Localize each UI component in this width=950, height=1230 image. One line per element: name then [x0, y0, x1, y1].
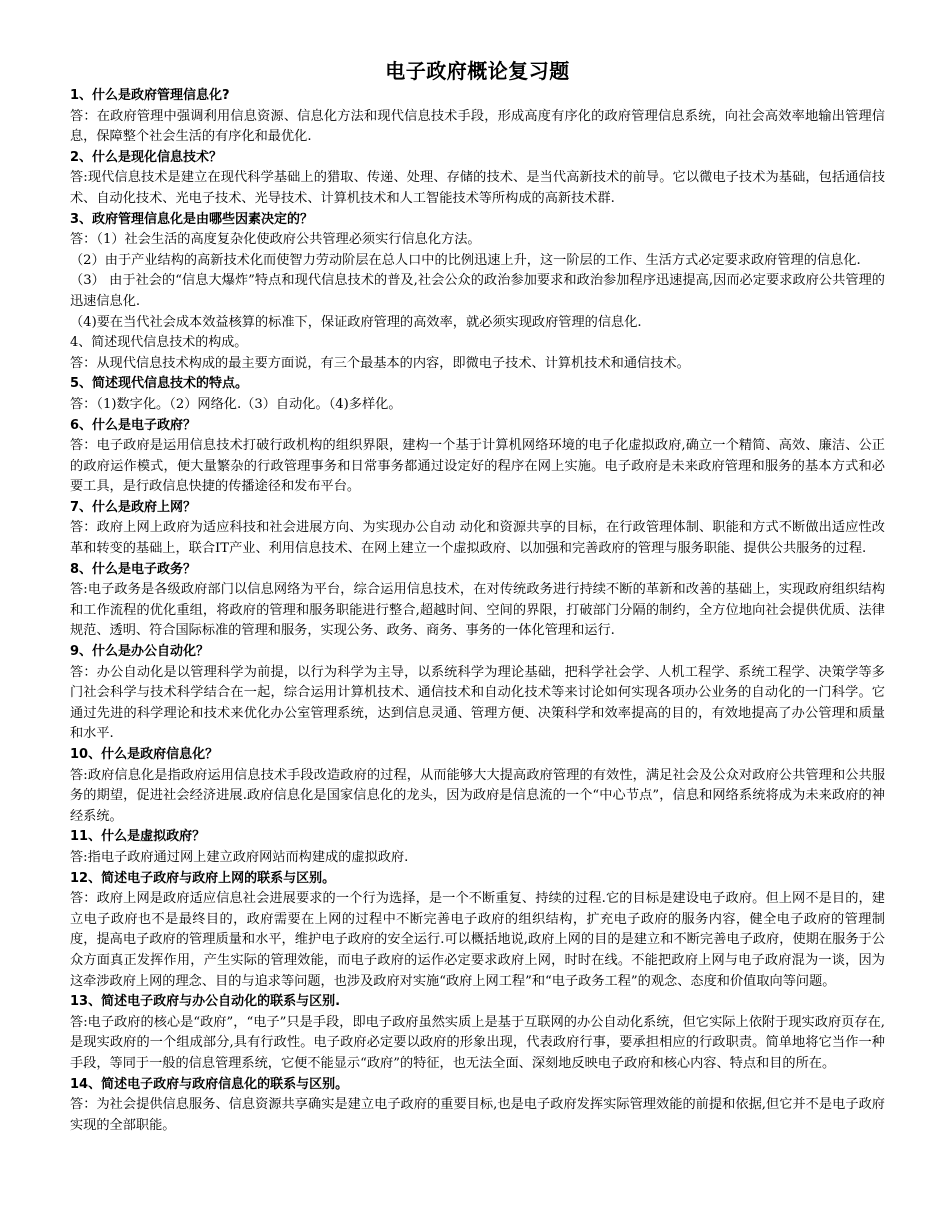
qa-item — [70, 416, 885, 498]
question-heading: 6、什么是电子政府？ — [70, 417, 197, 433]
answer-text — [70, 518, 885, 559]
answer-paragraph: （4)要在当代社会成本效益核算的标准下，保证政府管理的高效率，就必须实现政府管理的信息化. — [70, 314, 642, 330]
qa-item — [70, 374, 885, 415]
question-heading: 3、政府管理信息化是由哪些因素决定的？ — [70, 211, 314, 227]
qa-item — [70, 86, 885, 148]
question-heading: 1、什么是政府管理信息化? — [70, 88, 230, 103]
answer-paragraph: 答：政府上网上政府为适应科技和社会进展方向、为实现办公自动 动化和资源共享的目标，在行政管理体制、职能和方式不断做出适应性改革和转变的基础上，联合IT产业、利用信息技术、在网上建立一个虚拟政府、以加强和完善政府的管理与服务职能、提供公共服务的过程. — [70, 520, 885, 557]
answer-paragraph: 答:电子政务是各级政府部门以信息网络为平台，综合运用信息技术，在对传统政务进行持续不断的革新和改善的基础上，实现政府组织结构和工作流程的优化重组，将政府的管理和服务职能进行整合,超越时间、空间的界限，打破部门分隔的制约，全方位地向社会提供优质、法律规范、透明、符合国际标准的管理和服务，实现公务、政务、商务、事务的一体化管理和运行. — [70, 582, 885, 639]
answer-text — [70, 580, 885, 642]
qa-item — [70, 560, 885, 642]
question-heading: 5、简述现代信息技术的特点。 — [70, 376, 249, 392]
answer-paragraph: 答：政府上网是政府适应信息社会进展要求的一个行为选择，是一个不断重复、持续的过程.它的目标是建设电子政府。但上网不是目的，建立电子政府也不是最终目的，政府需要在上网的过程中不断完善电子政府的组织结构，扩充电子政府的服务内容，健全电子政府的管理制度，提高电子政府的管理质量和水平，维护电子政府的安全运行.可以概括地说,政府上网的目的是建立和不断完善电子政府，使期在服务于公众方面真正发挥作用，产生实际的管理效能，而电子政府的运作必定要求政府上网，时时在线。不能把政府上网与电子政府混为一谈，因为这牵涉政府上网的理念、目的与追求等问题，也涉及政府对实施“政府上网工程”和“电子政务工程”的观念、态度和价值取向等问题。 — [70, 891, 885, 989]
question-heading: 10、什么是政府信息化？ — [70, 747, 219, 762]
answer-text — [70, 395, 885, 416]
answer-paragraph: 答：（1)数字化。（2）网络化.（3）自动化。（4)多样化。 — [70, 396, 402, 412]
answer-paragraph: 答：在政府管理中强调利用信息资源、信息化方法和现代信息技术手段，形成高度有序化的政府管理信息系统，向社会高效率地输出管理信息，保障整个社会生活的有序化和最优化. — [70, 108, 885, 145]
qa-list — [70, 86, 885, 1136]
answer-paragraph: 答:电子政府的核心是“政府”，“电子”只是手段，即电子政府虽然实质上是基于互联网的办公自动化系统，但它实际上依附于现实政府页存在,是现实政府的一个组成部分,具有行政性。电子政府必定要以政府的形象出现，代表政府行事，要承担相应的行政职责。简单地将它当作一种手段，等同于一般的信息管理系统，它便不能显示“政府”的特征，也无法全面、深刻地反映电子政府和核心内容、特点和目的所在。 — [70, 1014, 885, 1071]
answer-paragraph: 答：办公自动化是以管理科学为前提，以行为科学为主导，以系统科学为理论基础，把科学社会学、人机工程学、系统工程学、决策学等多门社会科学与技术科学结合在一起，综合运用计算机技术、通信技术和自动化技术等来讨论如何实现各项办公业务的自动化的一门科学。它通过先进的科学理论和技术来优化办公室管理系统，达到信息灵通、管理方便、决策科学和效率提高的目的，有效地提高了办公管理和质量和水平. — [70, 664, 885, 742]
answer-text — [70, 848, 885, 869]
answer-paragraph: 答：为社会提供信息服务、信息资源共享确实是建立电子政府的重要目标,也是电子政府发挥实际管理效能的前提和依据,但它并不是电子政府实现的全部职能。 — [70, 1097, 885, 1133]
qa-item — [70, 827, 885, 868]
answer-text — [70, 889, 885, 992]
answer-paragraph: （3） 由于社会的“信息大爆炸”特点和现代信息技术的普及,社会公众的政治参加要求和政治参加程序迅速提高,因而必定要求政府公共管理的迅速信息化. — [70, 273, 885, 309]
qa-item — [70, 148, 885, 210]
qa-item — [70, 745, 885, 827]
qa-item — [70, 333, 885, 374]
answer-text — [70, 663, 885, 745]
answer-text — [70, 1095, 885, 1136]
answer-paragraph: 答:现代信息技术是建立在现代科学基础上的猎取、传递、处理、存储的技术、是当代高新技术的前导。它以微电子技术为基础，包括通信技术、自动化技术、光电子技术、光导技术、计算机技术和人工智能技术等所构成的高新技术群. — [70, 170, 885, 206]
qa-item — [70, 1075, 885, 1137]
document-page — [70, 58, 885, 1136]
answer-text — [70, 436, 885, 498]
answer-text — [70, 766, 885, 828]
question-heading: 2、什么是现化信息技术？ — [70, 149, 223, 165]
answer-text — [70, 230, 885, 333]
answer-paragraph: 答：（1）社会生活的高度复杂化使政府公共管理必须实行信息化方法。 — [70, 232, 481, 248]
document-title: 电子政府概论复习题 — [385, 59, 570, 83]
answer-paragraph: 答：电子政府是运用信息技术打破行政机构的组织界限，建构一个基于计算机网络环境的电子化虚拟政府,确立一个精简、高效、廉洁、公正的政府运作模式，便大量繁杂的行政管理事务和日常事务都通过设定好的程序在网上实施。电子政府是未来政府管理和服务的基本方式和必要工具，是行政信息快捷的传播途径和发布平台。 — [70, 438, 885, 495]
answer-paragraph: 答:政府信息化是指政府运用信息技术手段改造政府的过程，从而能够大大提高政府管理的有效性，满足社会及公众对政府公共管理和公共服务的期望，促进社会经济进展.政府信息化是国家信息化的龙头，因为政府是信息流的一个“中心节点”，信息和网络系统将成为未来政府的神经系统。 — [70, 767, 885, 824]
answer-text — [70, 1013, 885, 1075]
answer-paragraph: 答:指电子政府通过网上建立政府网站而构建成的虚拟政府. — [70, 849, 409, 865]
answer-text — [70, 107, 885, 148]
answer-paragraph: （2）由于产业结构的高新技术化而使智力劳动阶层在总人口中的比例迅速上升，这一阶层的工作、生活方式必定要求政府管理的信息化. — [70, 252, 861, 268]
qa-item — [70, 869, 885, 993]
answer-text — [70, 168, 885, 209]
question-heading: 8、什么是电子政务？ — [70, 561, 197, 577]
qa-item — [70, 498, 885, 560]
question-heading: 14、简述电子政府与政府信息化的联系与区别。 — [70, 1076, 349, 1092]
question-heading: 9、什么是办公自动化？ — [70, 644, 210, 660]
question-heading: 7、什么是政府上网？ — [70, 499, 197, 515]
answer-text — [70, 354, 885, 375]
answer-paragraph: 答：从现代信息技术构成的最主要方面说，有三个最基本的内容，即微电子技术、计算机技术和通信技术。 — [70, 355, 690, 371]
qa-item — [70, 210, 885, 334]
question-heading: 13、简述电子政府与办公自动化的联系与区别. — [70, 994, 341, 1010]
question-heading: 11、什么是虚拟政府？ — [70, 829, 206, 845]
qa-item — [70, 992, 885, 1074]
question-heading: 4、简述现代信息技术的构成。 — [70, 335, 248, 351]
qa-item — [70, 642, 885, 745]
question-heading: 12、简述电子政府与政府上网的联系与区别。 — [70, 870, 336, 886]
